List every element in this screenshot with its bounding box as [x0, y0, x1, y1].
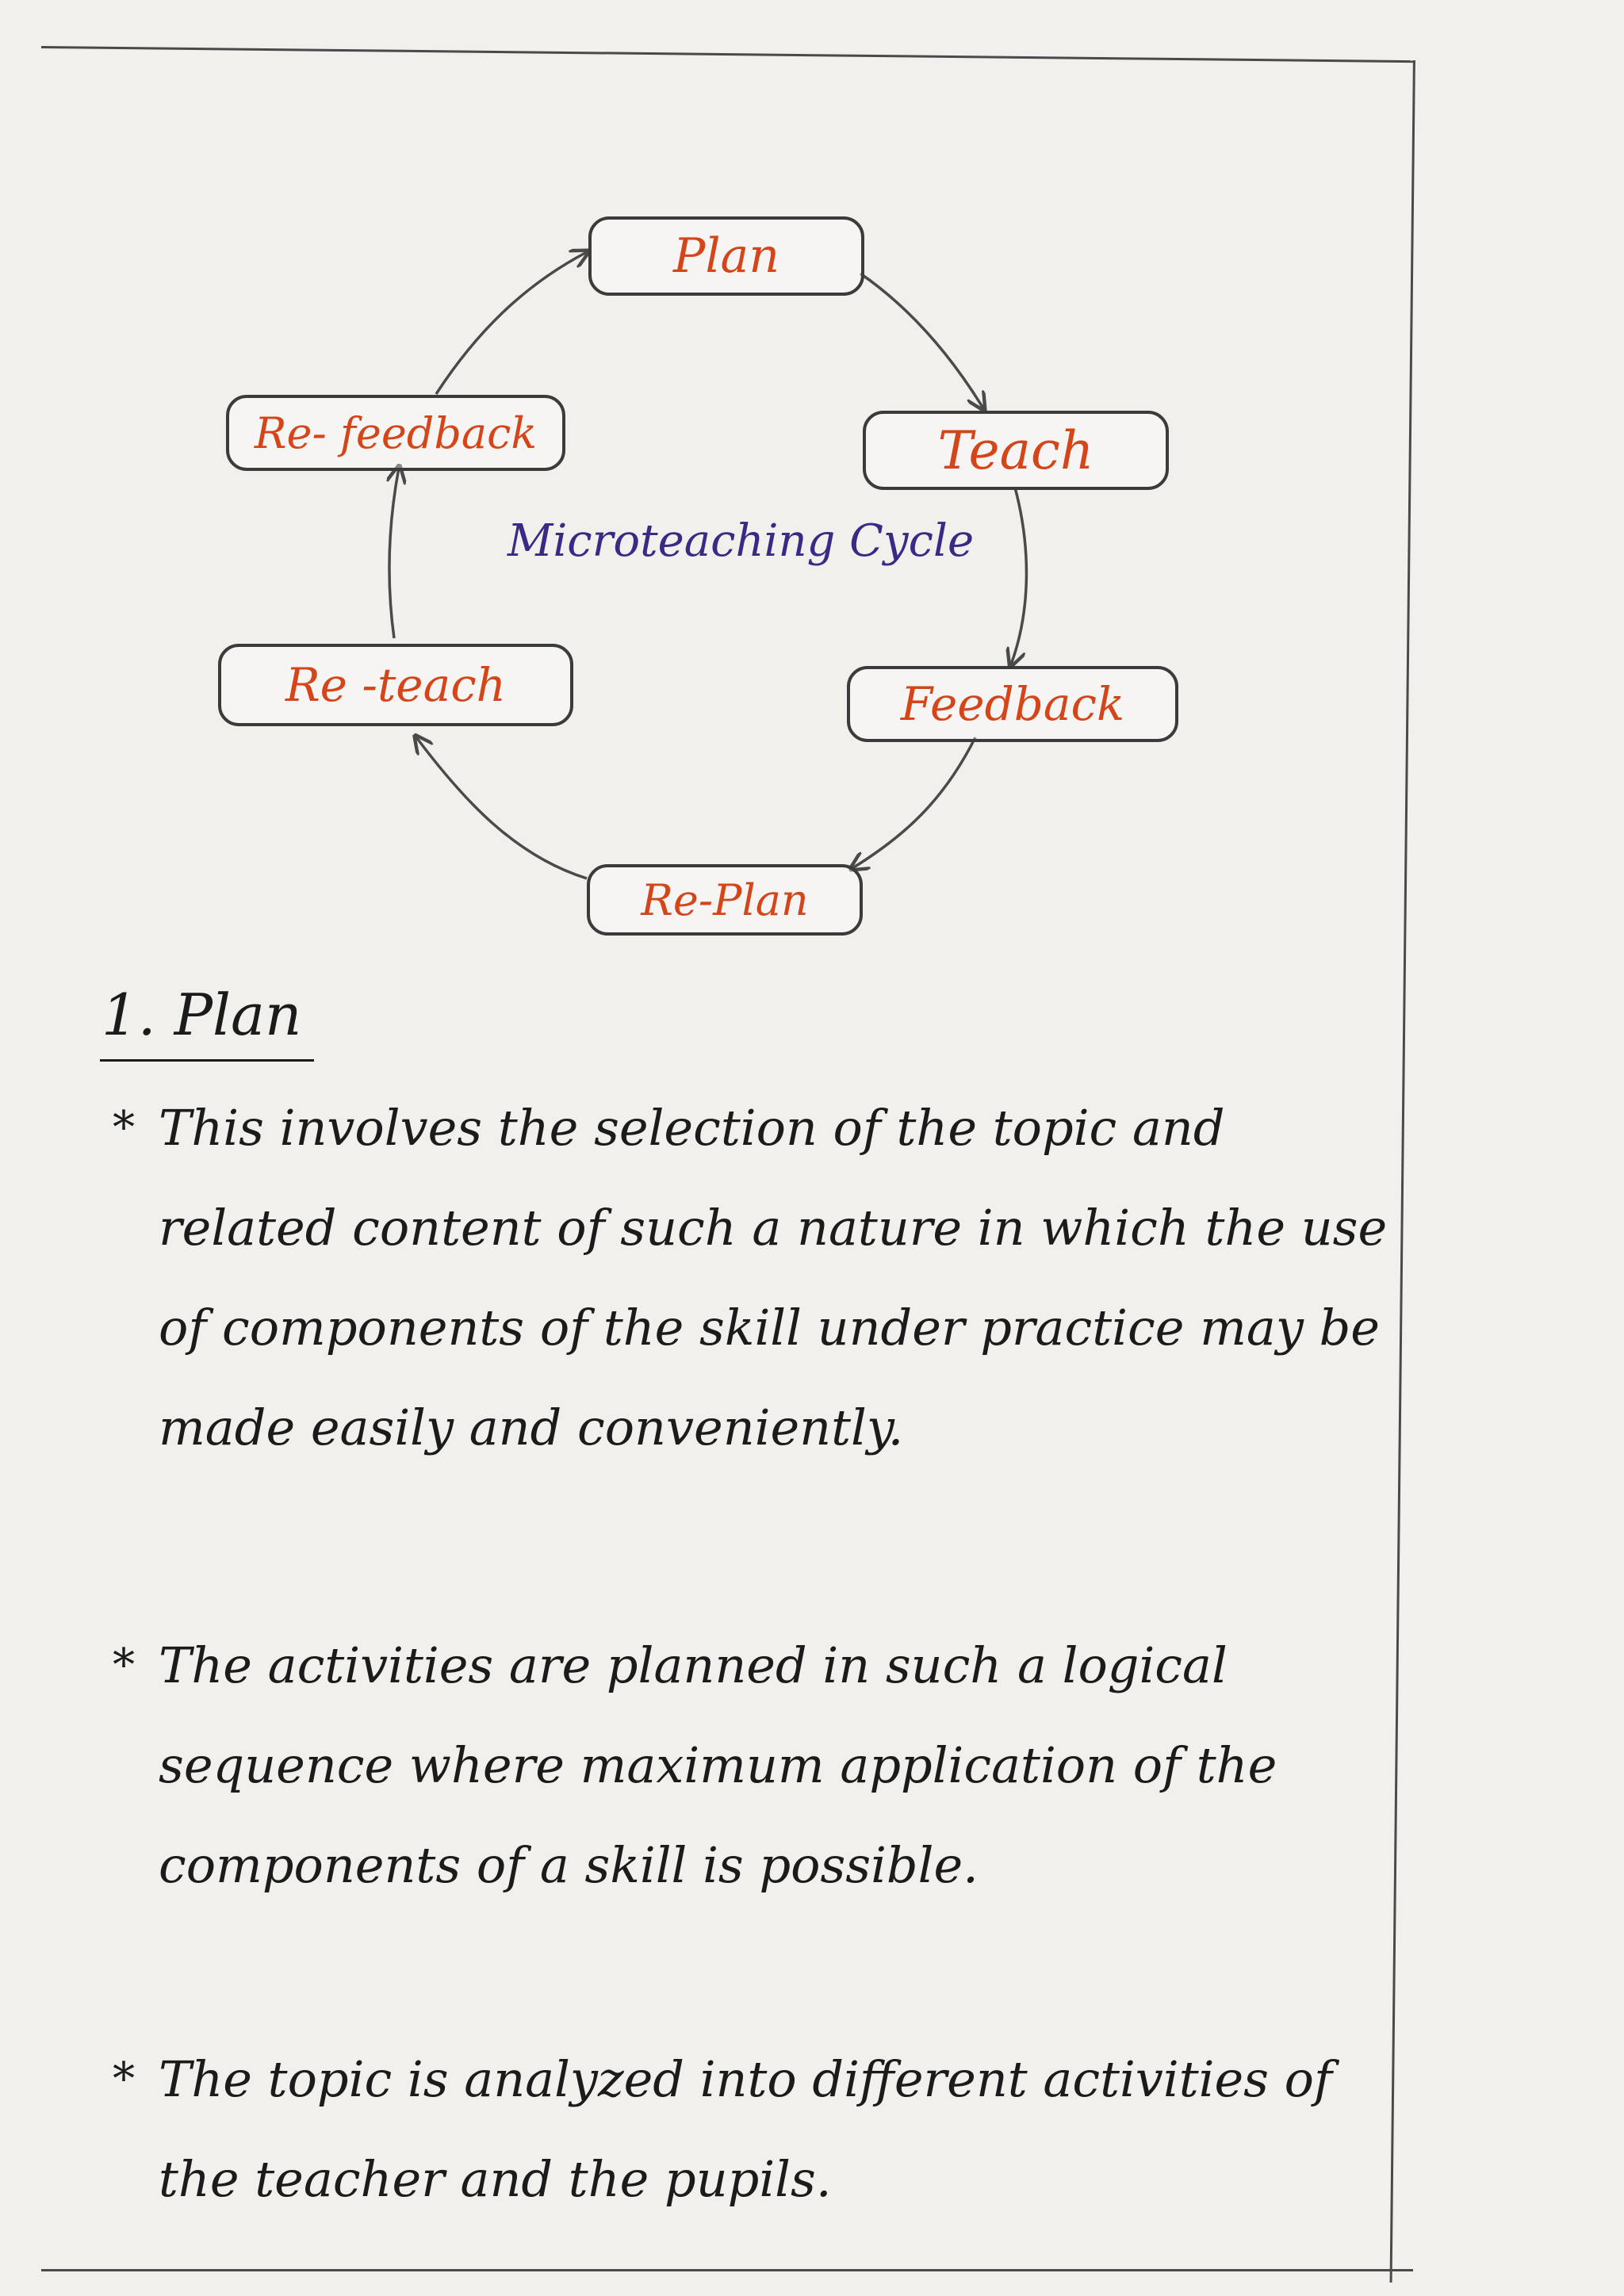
asterisk-marker-icon: *: [113, 1640, 135, 1691]
stage-plan-label: Plan: [673, 228, 779, 284]
note-text: The activities are planned in such a logical sequence where maximum application of the components of a skill is possible.: [159, 1636, 1277, 1894]
stage-reteach-label: Re -teach: [285, 658, 507, 712]
stage-reteach-box: [218, 644, 573, 726]
arrow-replan-to-reteach: [416, 737, 587, 878]
asterisk-marker-icon: *: [113, 2053, 135, 2105]
arrow-teach-to-feedback: [1011, 488, 1026, 664]
stage-refeedback-box: [226, 395, 565, 471]
stage-replan-box: [587, 864, 863, 936]
stage-plan-box: [588, 216, 864, 296]
heading-underline: [100, 1059, 314, 1062]
stage-teach-box: [863, 411, 1169, 490]
cycle-arrows: [0, 0, 1624, 967]
note-text: This involves the selection of the topic and related content of such a nature in which the use of components of the skill under practice may be made easily and conveniently.: [159, 1099, 1388, 1456]
stage-refeedback-label: Re- feedback: [254, 408, 538, 458]
note-item: [113, 1616, 1396, 1915]
stage-feedback-label: Feedback: [900, 677, 1125, 731]
arrow-plan-to-teach: [860, 274, 983, 408]
arrow-reteach-to-refeedback: [389, 468, 399, 638]
stage-teach-label: Teach: [937, 419, 1094, 481]
section-heading: 1. Plan: [102, 982, 302, 1048]
stage-replan-label: Re-Plan: [641, 874, 809, 925]
note-item: [113, 2030, 1396, 2229]
note-item: [113, 1078, 1396, 1478]
arrow-feedback-to-replan: [852, 737, 975, 868]
diagram-title: Microteaching Cycle: [508, 515, 975, 567]
arrow-refeedback-to-plan: [436, 252, 587, 394]
stage-feedback-box: [847, 666, 1178, 742]
page-bottom-line: [41, 2269, 1413, 2271]
asterisk-marker-icon: *: [113, 1102, 135, 1154]
note-text: The topic is analyzed into different activities of the teacher and the pupils.: [159, 2050, 1332, 2208]
